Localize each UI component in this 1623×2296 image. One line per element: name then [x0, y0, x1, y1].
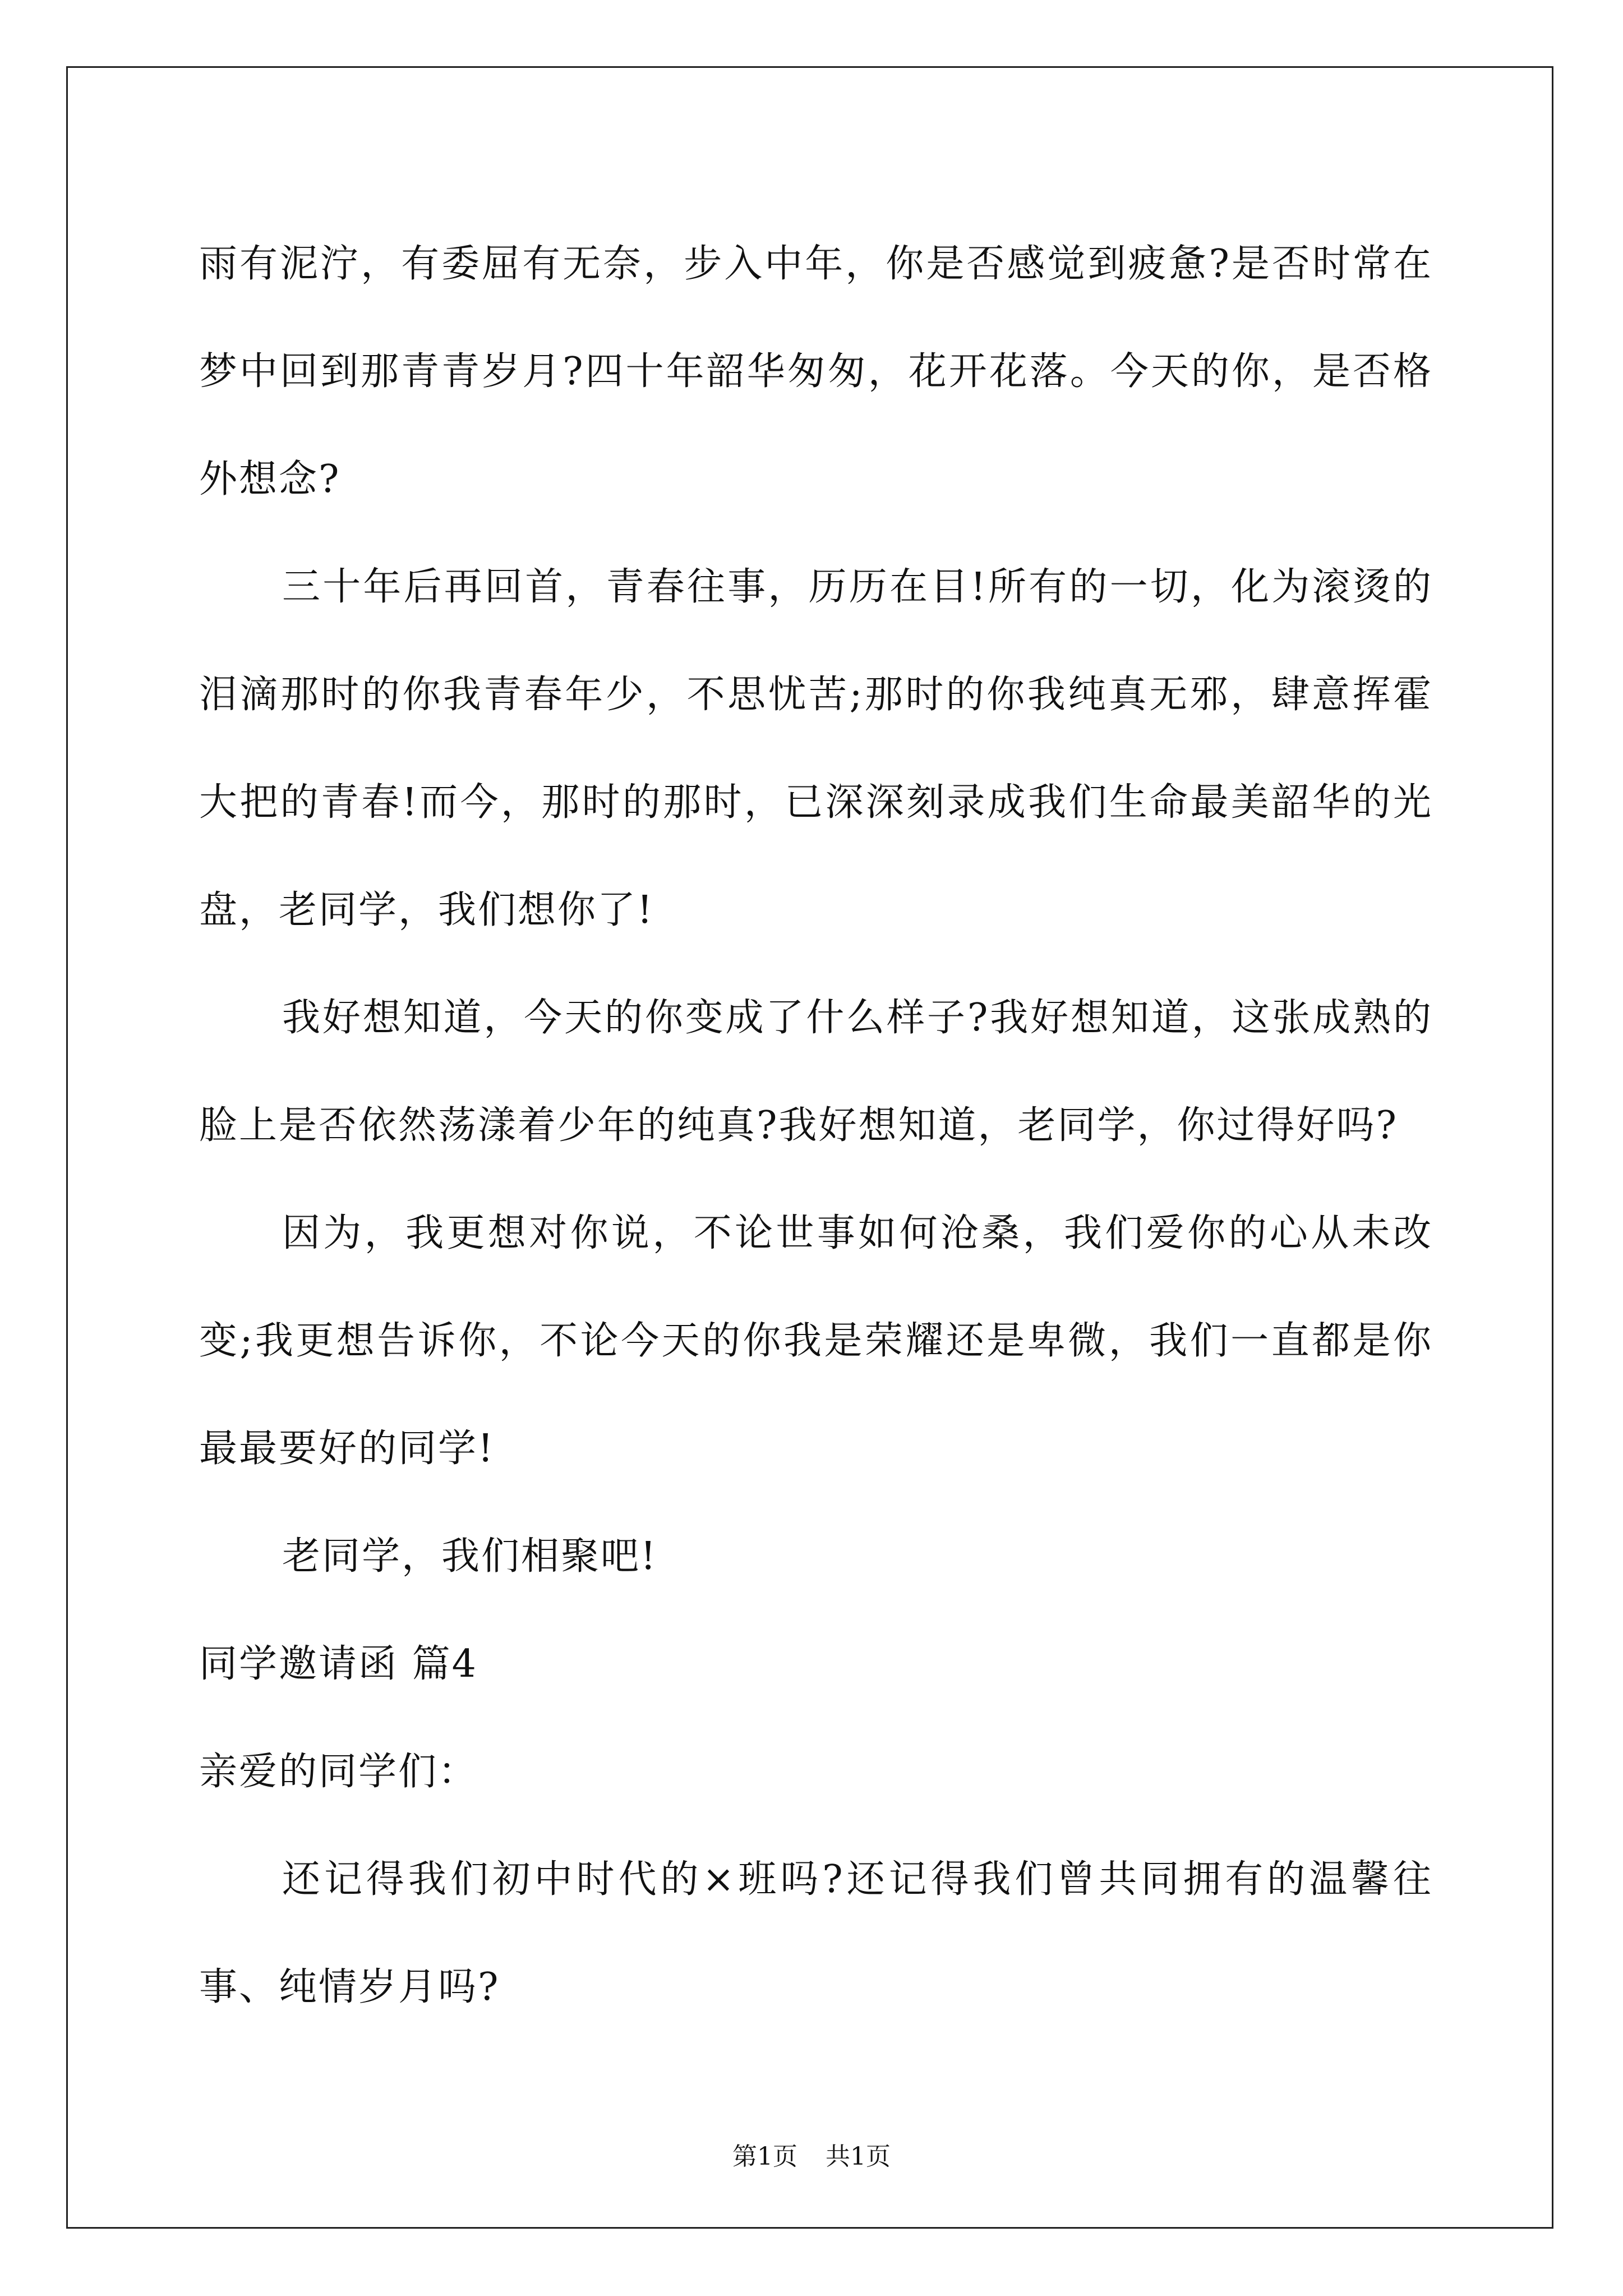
paragraph-5: 老同学，我们相聚吧!: [282, 1534, 658, 1579]
salutation: 亲爱的同学们：: [199, 1750, 478, 1794]
paragraph-2: 三十年后再回首，青春往事，历历在目!所有的一切，化为滚烫的泪滴那时的你我青春年少，不思忧苦;那时的你我纯真无邪，肆意挥霍大把的青春!而今，那时的那时，已深深刻录成我们生命最美韶华的光盘，老同学，我们想你了!: [199, 565, 1433, 932]
paragraph-1: 雨有泥泞，有委屈有无奈，步入中年，你是否感觉到疲惫?是否时常在梦中回到那青青岁月?四十年韶华匆匆，花开花落。今天的你，是否格外想念?: [199, 242, 1433, 501]
page-total: 共1页: [826, 2142, 891, 2171]
page-number: 第1页: [732, 2142, 797, 2171]
paragraph-6: 还记得我们初中时代的×班吗?还记得我们曾共同拥有的温馨往事、纯情岁月吗?: [199, 1857, 1433, 2009]
paragraph-4: 因为，我更想对你说，不论世事如何沧桑，我们爱你的心从未改变;我更想告诉你，不论今天的你我是荣耀还是卑微，我们一直都是你最最要好的同学!: [199, 1211, 1433, 1471]
section-heading: 同学邀请函 篇4: [199, 1642, 478, 1686]
page-footer: [0, 2136, 1623, 2172]
paragraph-3: 我好想知道，今天的你变成了什么样子?我好想知道，这张成熟的脸上是否依然荡漾着少年的纯真?我好想知道，老同学，你过得好吗?: [199, 996, 1433, 1148]
document-body: [199, 210, 1433, 2041]
